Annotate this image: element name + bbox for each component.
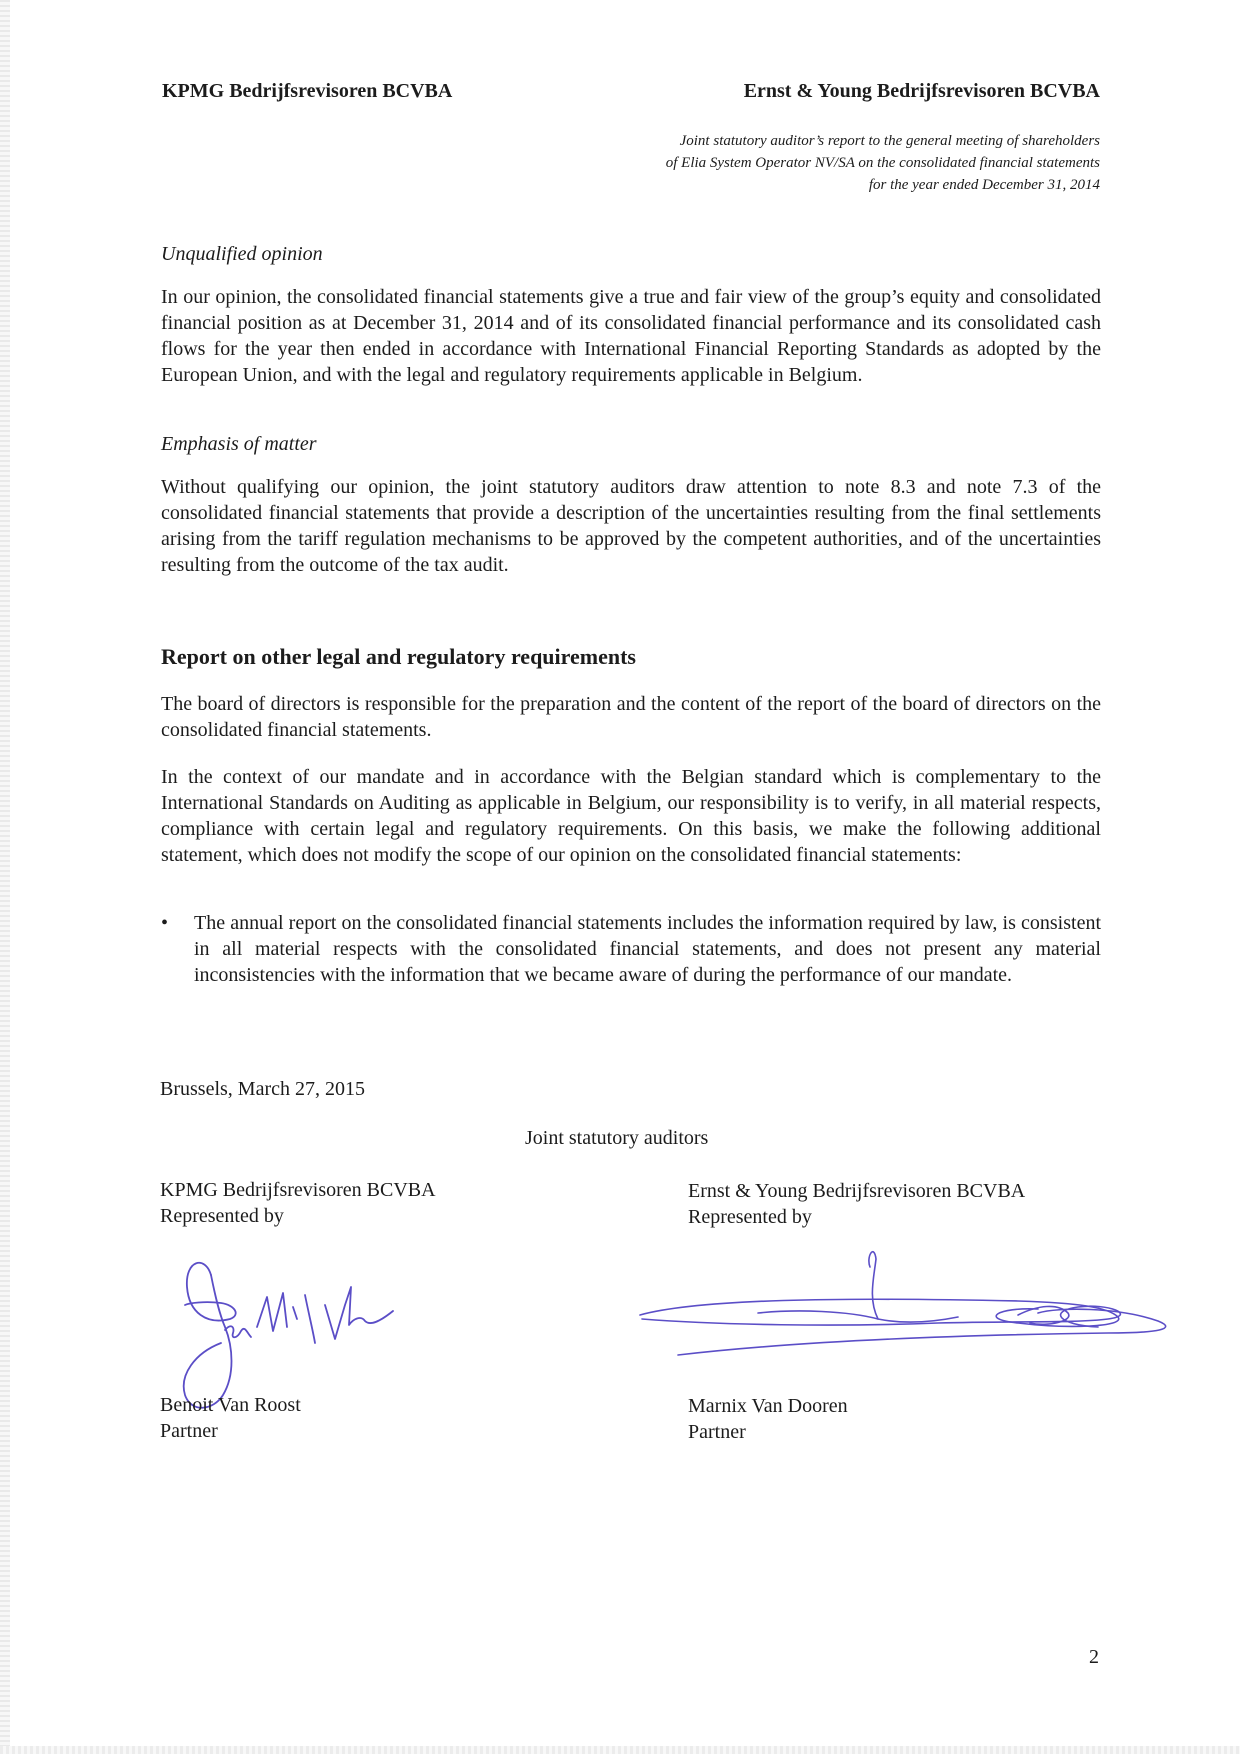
section-heading: Report on other legal and regulatory requirements	[161, 644, 636, 669]
header-left-firm: KPMG Bedrijfsrevisoren BCVBA	[162, 80, 453, 102]
right-signatory-firm: Ernst & Young Bedrijfsrevisoren BCVBA	[688, 1180, 1026, 1202]
right-represented-by: Represented by	[688, 1206, 812, 1228]
bullet-text: The annual report on the consolidated financial statements includes the information required by law, is consistent in all material respects with the consolidated financial statements, and does not present any material inconsistencies with the information that we became aware of during the performance of our mandate.	[194, 912, 1101, 986]
opinion-paragraph	[161, 284, 1101, 388]
report-subtitle	[460, 130, 1100, 196]
emphasis-paragraph	[161, 474, 1101, 578]
scan-bottom-edge	[0, 1746, 1240, 1754]
subtitle-line: of Elia System Operator NV/SA on the consolidated financial statements	[665, 155, 1100, 171]
signature-marnix-van-dooren	[638, 1237, 1173, 1367]
joint-auditors-label: Joint statutory auditors	[525, 1127, 709, 1149]
mandate-paragraph	[161, 764, 1101, 868]
emphasis-heading: Emphasis of matter	[161, 433, 317, 455]
left-partner-name: Benoit Van Roost	[160, 1394, 301, 1416]
page-number: 2	[1089, 1646, 1099, 1668]
directors-paragraph	[161, 691, 1101, 743]
left-partner-role: Partner	[160, 1420, 218, 1442]
right-partner-name: Marnix Van Dooren	[688, 1395, 848, 1417]
opinion-heading: Unqualified opinion	[161, 243, 323, 265]
subtitle-line: for the year ended December 31, 2014	[868, 177, 1100, 193]
place-date: Brussels, March 27, 2015	[160, 1078, 365, 1100]
subtitle-line: Joint statutory auditor’s report to the general meeting of shareholders	[679, 133, 1100, 149]
left-signatory-firm: KPMG Bedrijfsrevisoren BCVBA	[160, 1179, 436, 1201]
bullet-dot-icon: •	[161, 912, 169, 934]
header-right-firm: Ernst & Young Bedrijfsrevisoren BCVBA	[743, 80, 1100, 102]
bullet-item	[161, 910, 1101, 988]
scan-edge	[0, 0, 10, 1754]
right-partner-role: Partner	[688, 1421, 746, 1443]
mandate-text: In the context of our mandate and in accordance with the Belgian standard which is complementary to the International Standards on Auditing as applicable in Belgium, our responsibility is to verify, in all material respects, compliance with certain legal and regulatory requirements. On this basis, we make the following additional statement, which does not modify the scope of our opinion on the consolidated financial statements:	[161, 766, 1101, 866]
left-represented-by: Represented by	[160, 1205, 284, 1227]
opinion-text: In our opinion, the consolidated financial statements give a true and fair view of the group’s equity and consolidated financial position as at December 31, 2014 and of its consolidated financial performance and its consolidated cash flows for the year then ended in accordance with International Financial Reporting Standards as adopted by the European Union, and with the legal and regulatory requirements applicable in Belgium.	[161, 286, 1101, 386]
directors-text: The board of directors is responsible for the preparation and the content of the report of the board of directors on the consolidated financial statements.	[161, 693, 1101, 741]
emphasis-text: Without qualifying our opinion, the joint statutory auditors draw attention to note 8.3 and note 7.3 of the consolidated financial statements that provide a description of the uncertainties resulting from the final settlements arising from the tariff regulation mechanisms to be approved by the competent authorities, and of the uncertainties resulting from the outcome of the tax audit.	[161, 476, 1101, 576]
